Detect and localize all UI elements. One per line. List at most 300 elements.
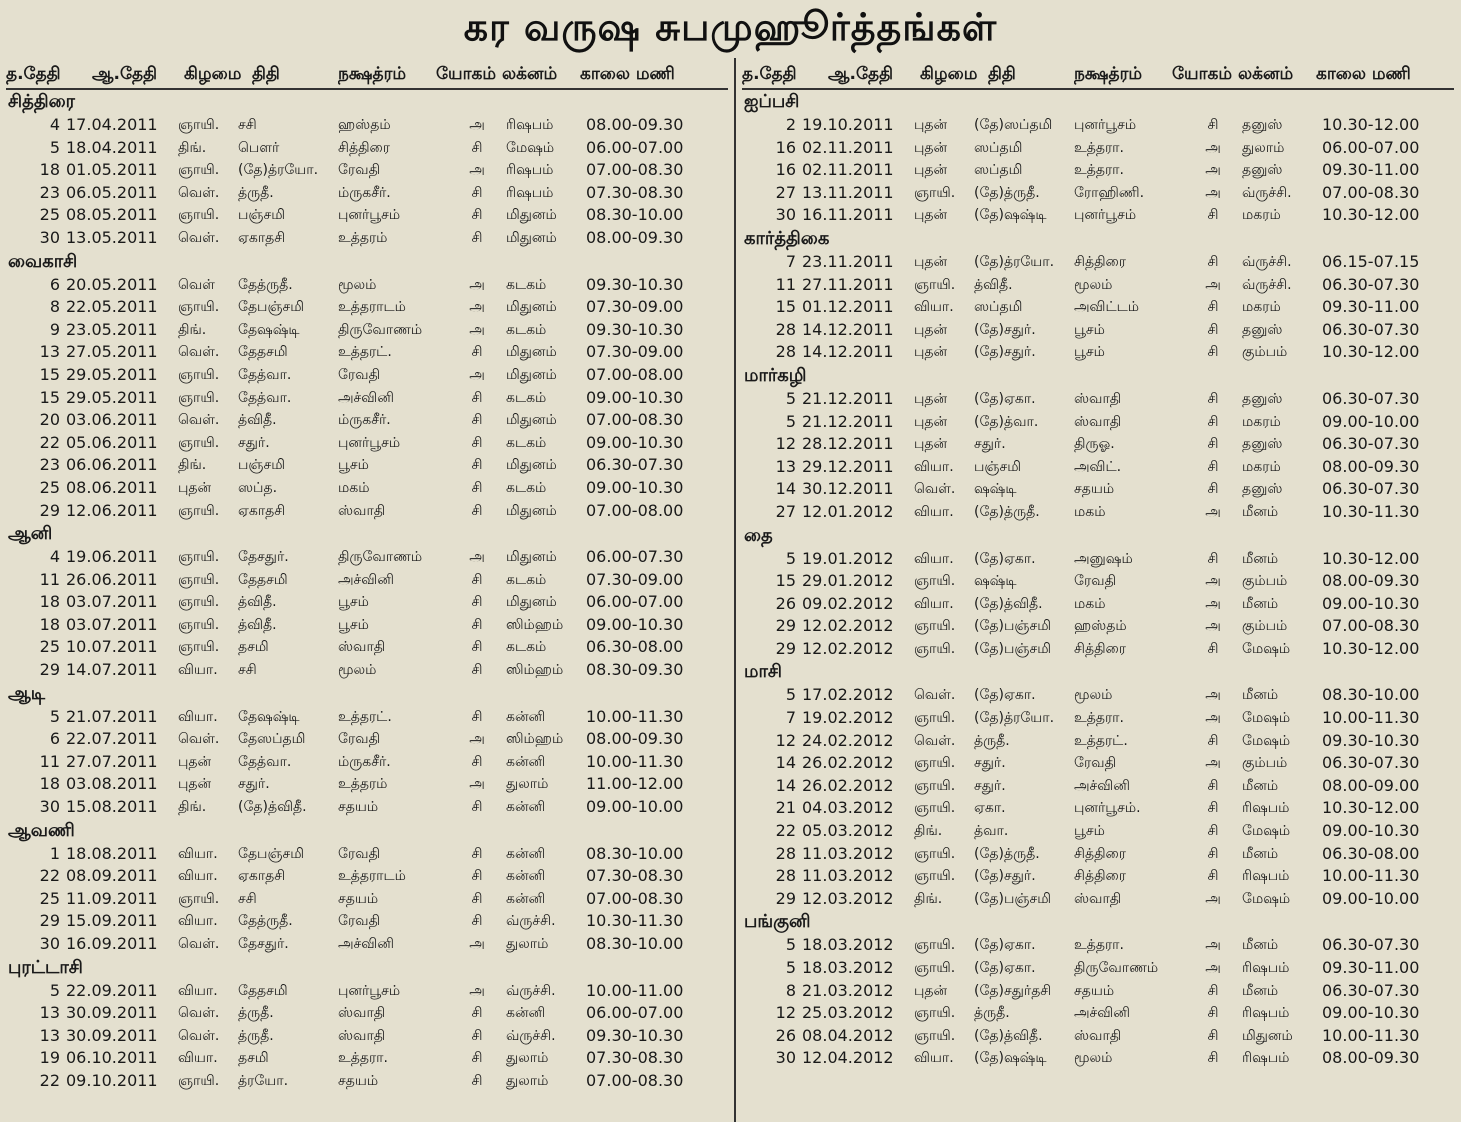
cell-tamil-date: 30: [39, 797, 60, 817]
table-row: [6, 636, 728, 659]
cell-tamil-date: 5: [49, 137, 60, 157]
cell-weekday: வியா.: [914, 458, 954, 475]
header-english-date: ஆ.தேதி: [828, 64, 894, 84]
table-row: [742, 638, 1454, 661]
cell-yogam: சி: [1207, 458, 1219, 475]
cell-nakshatra: மூலம்: [1074, 687, 1113, 704]
cell-english-date: 23.11.2011: [802, 251, 894, 271]
cell-nakshatra: அச்வினி: [338, 389, 394, 406]
cell-tithi: (தே)த்விதீ.: [238, 799, 307, 816]
cell-yogam: சி: [1207, 982, 1219, 999]
table-row: [6, 706, 728, 729]
cell-yogam: சி: [471, 594, 483, 611]
cell-lagnam: ரிஷபம்: [1242, 868, 1290, 885]
cell-weekday: ஞாயி.: [914, 276, 956, 293]
cell-tamil-date: 29: [39, 911, 60, 931]
cell-weekday: புதன்: [914, 344, 948, 361]
cell-yogam: சி: [471, 344, 483, 361]
cell-tamil-date: 5: [785, 411, 796, 431]
cell-lagnam: வ்ருச்சி.: [506, 1027, 556, 1044]
header-english-date: ஆ.தேதி: [92, 64, 158, 84]
cell-nakshatra: மூலம்: [1074, 1050, 1113, 1067]
cell-tamil-date: 8: [49, 297, 60, 317]
cell-lagnam: கும்பம்: [1242, 573, 1288, 590]
table-row: [6, 980, 728, 1003]
table-row: [6, 274, 728, 297]
cell-tamil-date: 26: [775, 593, 796, 613]
cell-yogam: அ: [469, 776, 485, 793]
table-row: [742, 615, 1454, 638]
cell-weekday: வியா.: [178, 913, 218, 930]
cell-time: 09.00-10.00: [1322, 888, 1420, 908]
cell-tamil-date: 29: [775, 616, 796, 636]
cell-nakshatra: திருவோணம்: [1074, 960, 1159, 976]
cell-tamil-date: 15: [39, 364, 60, 384]
cell-time: 09.00-10.30: [586, 432, 684, 452]
cell-lagnam: கடகம்: [506, 389, 547, 406]
cell-tithi: த்வா.: [974, 823, 1009, 840]
cell-english-date: 12.02.2012: [802, 616, 894, 636]
cell-tamil-date: 28: [775, 866, 796, 886]
cell-lagnam: கன்னி: [506, 708, 546, 725]
cell-tamil-date: 26: [775, 1025, 796, 1045]
cell-weekday: வியா.: [914, 1050, 954, 1067]
cell-yogam: அ: [1205, 139, 1221, 156]
cell-weekday: வியா.: [178, 1050, 218, 1067]
cell-time: 07.00-08.30: [586, 410, 684, 430]
cell-nakshatra: புனர்பூசம்: [1074, 117, 1137, 133]
table-row: [742, 865, 1454, 888]
cell-yogam: சி: [471, 434, 483, 451]
cell-yogam: சி: [471, 207, 483, 224]
cell-weekday: ஞாயி.: [178, 299, 220, 316]
cell-english-date: 05.06.2011: [66, 432, 158, 452]
cell-tamil-date: 25: [39, 637, 60, 657]
cell-tamil-date: 6: [49, 729, 60, 749]
page-title: கர வருஷ சுபமுஹூர்த்தங்கள்: [463, 4, 998, 49]
cell-nakshatra: ம்ருகசீர்.: [338, 184, 391, 201]
table-row: [6, 454, 728, 477]
cell-english-date: 18.03.2012: [802, 958, 894, 977]
cell-english-date: 01.12.2011: [802, 297, 894, 317]
cell-english-date: 27.07.2011: [66, 751, 158, 771]
cell-time: 09.30-11.00: [1322, 297, 1420, 317]
cell-tithi: ஷஷ்டி: [974, 481, 1017, 498]
cell-weekday: வியா.: [178, 708, 218, 725]
cell-tithi: சசி: [238, 662, 257, 679]
cell-time: 10.00-11.00: [586, 980, 684, 1000]
cell-nakshatra: ரேவதி: [1074, 573, 1117, 590]
cell-nakshatra: ஸ்வாதி: [1074, 1027, 1122, 1044]
cell-english-date: 16.09.2011: [66, 934, 158, 953]
cell-tithi: தேஷஷ்டி: [238, 321, 300, 338]
cell-tithi: ஸப்தமி: [974, 162, 1023, 179]
cell-lagnam: கன்னி: [506, 1005, 546, 1022]
cell-english-date: 09.02.2012: [802, 593, 894, 613]
cell-weekday: வியா.: [178, 662, 218, 679]
cell-tithi: (தே)பஞ்சமி: [974, 618, 1051, 635]
cell-tamil-date: 5: [785, 958, 796, 977]
cell-time: 06.00-07.00: [1322, 137, 1420, 157]
cell-lagnam: தனுஸ்: [1242, 117, 1283, 133]
table-row: [6, 796, 728, 819]
cell-weekday: ஞாயி.: [914, 777, 956, 794]
cell-time: 08.30-10.00: [1322, 685, 1420, 705]
table-row: [6, 364, 728, 387]
cell-time: 06.00-07.00: [586, 1003, 684, 1023]
cell-nakshatra: ரேவதி: [338, 845, 381, 862]
cell-tamil-date: 16: [775, 160, 796, 180]
cell-tithi: தேதசமி: [238, 571, 288, 588]
cell-yogam: சி: [471, 616, 483, 633]
cell-nakshatra: சித்திரை: [1074, 253, 1127, 270]
cell-yogam: சி: [1207, 550, 1219, 567]
cell-tamil-date: 18: [39, 160, 60, 180]
cell-nakshatra: பூசம்: [1074, 823, 1105, 840]
cell-nakshatra: அவிட்டம்: [1074, 299, 1140, 316]
cell-yogam: சி: [471, 1027, 483, 1044]
table-row: [6, 319, 728, 342]
cell-lagnam: கடகம்: [506, 321, 547, 338]
cell-time: 09.00-10.30: [586, 477, 684, 497]
cell-lagnam: மிதுனம்: [506, 549, 557, 566]
cell-weekday: திங்.: [914, 823, 943, 840]
cell-weekday: வெள்.: [178, 936, 220, 952]
cell-lagnam: மிதுனம்: [506, 344, 557, 361]
cell-tamil-date: 12: [775, 730, 796, 750]
cell-english-date: 21.07.2011: [66, 706, 158, 726]
table-row: [742, 274, 1454, 297]
table-row: [742, 1025, 1454, 1048]
cell-yogam: அ: [1205, 618, 1221, 635]
table-row: [6, 751, 728, 774]
header-tithi: திதி: [988, 64, 1016, 84]
cell-time: 06.30-07.30: [1322, 980, 1420, 1000]
cell-nakshatra: சதயம்: [1074, 481, 1115, 498]
cell-tithi: த்ருதீ.: [238, 1027, 274, 1044]
cell-weekday: புதன்: [914, 321, 948, 338]
cell-english-date: 29.05.2011: [66, 364, 158, 384]
cell-tithi: தேஸப்தமி: [238, 731, 306, 748]
cell-weekday: ஞாயி.: [914, 1005, 956, 1022]
cell-nakshatra: அவிட்.: [1074, 458, 1122, 475]
cell-lagnam: வ்ருச்சி.: [506, 913, 556, 930]
month-heading: பங்குனி: [744, 911, 811, 933]
cell-tithi: (தே)த்ரயோ.: [974, 710, 1055, 727]
table-row: [6, 227, 728, 250]
table-row: [742, 775, 1454, 798]
cell-tithi: (தே)சதுர்.: [974, 321, 1036, 338]
table-row: [742, 752, 1454, 775]
cell-weekday: ஞாயி.: [914, 937, 956, 954]
table-row: [6, 114, 728, 137]
cell-english-date: 17.04.2011: [66, 115, 158, 134]
table-row: [6, 591, 728, 614]
left-column: [6, 60, 728, 1093]
table-row: [6, 1070, 728, 1093]
cell-english-date: 25.03.2012: [802, 1003, 894, 1023]
cell-nakshatra: ஸ்வாதி: [338, 639, 386, 656]
cell-lagnam: ரிஷபம்: [506, 117, 554, 133]
cell-tithi: (தே)ஏகா.: [974, 687, 1036, 704]
cell-yogam: சி: [1207, 800, 1219, 817]
header-weekday: கிழமை: [920, 64, 978, 84]
cell-time: 09.00-10.30: [586, 387, 684, 407]
cell-english-date: 30.12.2011: [802, 479, 894, 499]
cell-tamil-date: 28: [775, 342, 796, 362]
header-weekday: கிழமை: [184, 64, 242, 84]
cell-weekday: புதன்: [914, 390, 948, 407]
cell-time: 08.00-09.30: [1322, 1048, 1420, 1068]
table-row: [6, 773, 728, 796]
cell-lagnam: ஸிம்ஹம்: [506, 616, 564, 633]
cell-time: 08.00-09.30: [586, 227, 684, 247]
cell-time: 06.30-07.30: [1322, 434, 1420, 454]
cell-yogam: சி: [1207, 777, 1219, 794]
cell-time: 11.00-12.00: [586, 774, 684, 794]
cell-time: 08.30-09.30: [586, 660, 684, 680]
cell-lagnam: மீனம்: [1242, 687, 1279, 704]
cell-time: 07.00-08.30: [586, 160, 684, 180]
cell-weekday: புதன்: [914, 982, 948, 999]
cell-yogam: அ: [1205, 276, 1221, 293]
table-row: [6, 500, 728, 523]
cell-weekday: திங்.: [178, 321, 207, 338]
cell-time: 09.30-10.30: [1322, 730, 1420, 750]
table-row: [742, 980, 1454, 1003]
cell-lagnam: மீனம்: [1242, 550, 1279, 567]
cell-tamil-date: 29: [39, 660, 60, 680]
cell-time: 10.30-12.00: [1322, 342, 1420, 362]
cell-nakshatra: ஸ்வாதி: [338, 1005, 386, 1022]
cell-lagnam: மீனம்: [1242, 595, 1279, 612]
cell-yogam: சி: [1207, 253, 1219, 270]
cell-weekday: ஞாயி.: [178, 1072, 220, 1089]
month-heading: ஆனி: [8, 523, 53, 545]
cell-tithi: (தே)த்ருதீ.: [974, 845, 1040, 862]
cell-time: 10.30-12.00: [1322, 638, 1420, 658]
cell-yogam: சி: [1207, 732, 1219, 749]
cell-tamil-date: 7: [785, 708, 796, 728]
cell-time: 07.00-08.00: [586, 500, 684, 520]
cell-lagnam: ரிஷபம்: [506, 162, 554, 179]
header-time: காலை மணி: [1316, 64, 1411, 84]
cell-nakshatra: மகம்: [1074, 503, 1106, 520]
cell-time: 08.00-09.30: [1322, 571, 1420, 591]
cell-time: 06.30-08.00: [586, 637, 684, 657]
cell-time: 10.00-11.30: [1322, 1025, 1420, 1045]
cell-weekday: திங்.: [178, 457, 207, 474]
cell-weekday: வெள்.: [178, 1005, 220, 1022]
month-heading: மார்கழி: [744, 364, 807, 386]
cell-english-date: 18.04.2011: [66, 137, 158, 157]
cell-nakshatra: புனர்பூசம்: [1074, 207, 1137, 224]
cell-lagnam: மீனம்: [1242, 845, 1279, 862]
cell-nakshatra: உத்தரா.: [1074, 710, 1124, 727]
cell-tamil-date: 30: [775, 1048, 796, 1068]
cell-nakshatra: ஸ்வாதி: [1074, 390, 1122, 407]
table-row: [742, 570, 1454, 593]
cell-time: 06.00-07.00: [586, 592, 684, 612]
table-row: [742, 548, 1454, 571]
cell-yogam: அ: [1205, 162, 1221, 179]
cell-yogam: அ: [1205, 573, 1221, 590]
cell-tithi: தேத்வா.: [238, 753, 292, 770]
cell-tamil-date: 18: [39, 774, 60, 794]
cell-english-date: 14.07.2011: [66, 660, 158, 680]
cell-time: 10.30-11.30: [1322, 501, 1420, 521]
cell-yogam: சி: [471, 753, 483, 770]
cell-lagnam: தனுஸ்: [1242, 390, 1283, 407]
cell-english-date: 08.05.2011: [66, 205, 158, 225]
header-lagnam: லக்னம்: [1238, 64, 1294, 84]
cell-time: 06.30-07.30: [1322, 935, 1420, 955]
cell-lagnam: மீனம்: [1242, 777, 1279, 794]
cell-lagnam: மிதுனம்: [506, 299, 557, 316]
cell-tithi: தேபஞ்சமி: [238, 299, 305, 316]
cell-tamil-date: 22: [39, 1070, 60, 1090]
cell-tamil-date: 21: [775, 798, 796, 818]
cell-english-date: 19.01.2012: [802, 548, 894, 568]
cell-lagnam: ரிஷபம்: [1242, 1050, 1290, 1067]
cell-nakshatra: ரேவதி: [1074, 755, 1117, 772]
cell-english-date: 20.05.2011: [66, 274, 158, 294]
cell-english-date: 10.07.2011: [66, 637, 158, 657]
cell-lagnam: மிதுனம்: [506, 229, 557, 246]
cell-nakshatra: பூசம்: [1074, 321, 1105, 338]
table-row: [6, 159, 728, 182]
cell-english-date: 26.02.2012: [802, 753, 894, 773]
cell-tithi: த்ருதீ.: [974, 1005, 1010, 1022]
month-heading: ஐப்பசி: [744, 91, 800, 112]
cell-weekday: ஞாயி.: [178, 616, 220, 633]
cell-lagnam: கும்பம்: [1242, 618, 1288, 635]
cell-tamil-date: 14: [775, 479, 796, 499]
cell-lagnam: மகரம்: [1242, 458, 1281, 475]
cell-tithi: (தே)ஏகா.: [974, 960, 1036, 976]
cell-tithi: (தே)சதுர்தசி: [974, 982, 1052, 999]
cell-weekday: ஞாயி.: [914, 868, 956, 885]
header-yogam: யோகம்: [435, 64, 497, 84]
cell-lagnam: தனுஸ்: [1242, 321, 1283, 338]
cell-tithi: (தே)ஏகா.: [974, 550, 1036, 567]
table-row: [742, 501, 1454, 524]
cell-lagnam: துலாம்: [506, 936, 549, 952]
cell-lagnam: மிதுனம்: [1242, 1027, 1293, 1044]
cell-weekday: ஞாயி.: [914, 640, 956, 657]
cell-english-date: 14.12.2011: [802, 319, 894, 339]
cell-tithi: தேசதுர்.: [238, 936, 289, 952]
cell-lagnam: ரிஷபம்: [506, 184, 554, 201]
cell-tithi: சதுர்.: [974, 777, 1006, 794]
cell-yogam: அ: [469, 117, 485, 133]
cell-time: 08.00-09.30: [586, 115, 684, 134]
cell-nakshatra: உத்தரா.: [338, 1050, 388, 1067]
cell-nakshatra: உத்தரட்.: [1074, 732, 1128, 749]
cell-yogam: அ: [469, 982, 485, 999]
table-row: [742, 1002, 1454, 1025]
cell-lagnam: துலாம்: [1242, 139, 1285, 156]
cell-tithi: த்விதீ.: [238, 594, 277, 611]
cell-yogam: அ: [1205, 503, 1221, 520]
cell-weekday: வெள்.: [178, 184, 220, 201]
cell-time: 10.00-11.30: [1322, 708, 1420, 728]
cell-tithi: (தே)பஞ்சமி: [974, 640, 1051, 657]
cell-yogam: சி: [471, 389, 483, 406]
cell-nakshatra: ரேவதி: [338, 366, 381, 383]
cell-tithi: (தே)சதுர்.: [974, 868, 1036, 885]
table-row: [6, 843, 728, 866]
cell-nakshatra: உத்தராடம்: [338, 868, 406, 885]
cell-time: 07.30-08.30: [586, 182, 684, 202]
cell-time: 09.30-10.30: [586, 274, 684, 294]
cell-yogam: சி: [471, 913, 483, 930]
cell-weekday: ஞாயி.: [914, 755, 956, 772]
cell-tamil-date: 12: [775, 434, 796, 454]
cell-lagnam: மீனம்: [1242, 982, 1279, 999]
cell-nakshatra: உத்தரம்: [338, 229, 388, 246]
cell-weekday: வியா.: [914, 595, 954, 612]
cell-english-date: 11.03.2012: [802, 843, 894, 863]
cell-weekday: புதன்: [178, 776, 212, 793]
cell-lagnam: மகரம்: [1242, 207, 1281, 224]
cell-weekday: ஞாயி.: [178, 162, 220, 179]
cell-tamil-date: 5: [49, 980, 60, 1000]
table-row: [6, 341, 728, 364]
table-row: [742, 730, 1454, 753]
cell-lagnam: மிதுனம்: [506, 207, 557, 224]
cell-lagnam: துலாம்: [506, 1050, 549, 1067]
cell-time: 09.00-10.00: [586, 797, 684, 817]
cell-yogam: அ: [1205, 937, 1221, 954]
cell-nakshatra: சதயம்: [338, 799, 379, 816]
cell-nakshatra: ஸ்வாதி: [1074, 413, 1122, 430]
cell-weekday: ஞாயி.: [914, 800, 956, 817]
cell-time: 07.00-08.30: [586, 888, 684, 908]
cell-weekday: புதன்: [914, 162, 948, 179]
cell-tamil-date: 30: [39, 934, 60, 953]
table-row: [6, 204, 728, 227]
cell-tamil-date: 30: [39, 227, 60, 247]
cell-time: 07.30-08.30: [586, 866, 684, 886]
cell-lagnam: வ்ருச்சி.: [1242, 253, 1292, 270]
cell-weekday: ஞாயி.: [914, 710, 956, 727]
cell-tithi: தேத்ருதீ.: [238, 913, 293, 930]
cell-weekday: புதன்: [914, 207, 948, 224]
cell-time: 09.30-11.00: [1322, 958, 1420, 977]
cell-nakshatra: மூலம்: [338, 662, 377, 679]
cell-time: 06.30-08.00: [1322, 843, 1420, 863]
cell-time: 10.30-11.30: [586, 911, 684, 931]
right-column: [742, 60, 1454, 1070]
table-row: [742, 934, 1454, 957]
cell-time: 10.30-12.00: [1322, 115, 1420, 134]
cell-yogam: சி: [471, 1072, 483, 1089]
cell-yogam: சி: [1207, 868, 1219, 885]
cell-tithi: சதுர்.: [974, 436, 1006, 453]
cell-yogam: அ: [469, 162, 485, 179]
cell-english-date: 06.05.2011: [66, 182, 158, 202]
cell-english-date: 30.09.2011: [66, 1025, 158, 1045]
table-row: [6, 546, 728, 569]
cell-time: 07.00-08.30: [1322, 182, 1420, 202]
cell-tamil-date: 1: [49, 843, 60, 863]
cell-tamil-date: 6: [49, 274, 60, 294]
cell-yogam: அ: [1205, 687, 1221, 704]
cell-tithi: (தே)ஸப்தமி: [974, 117, 1053, 133]
cell-lagnam: மிதுனம்: [506, 594, 557, 611]
cell-nakshatra: உத்தரா.: [1074, 162, 1124, 179]
